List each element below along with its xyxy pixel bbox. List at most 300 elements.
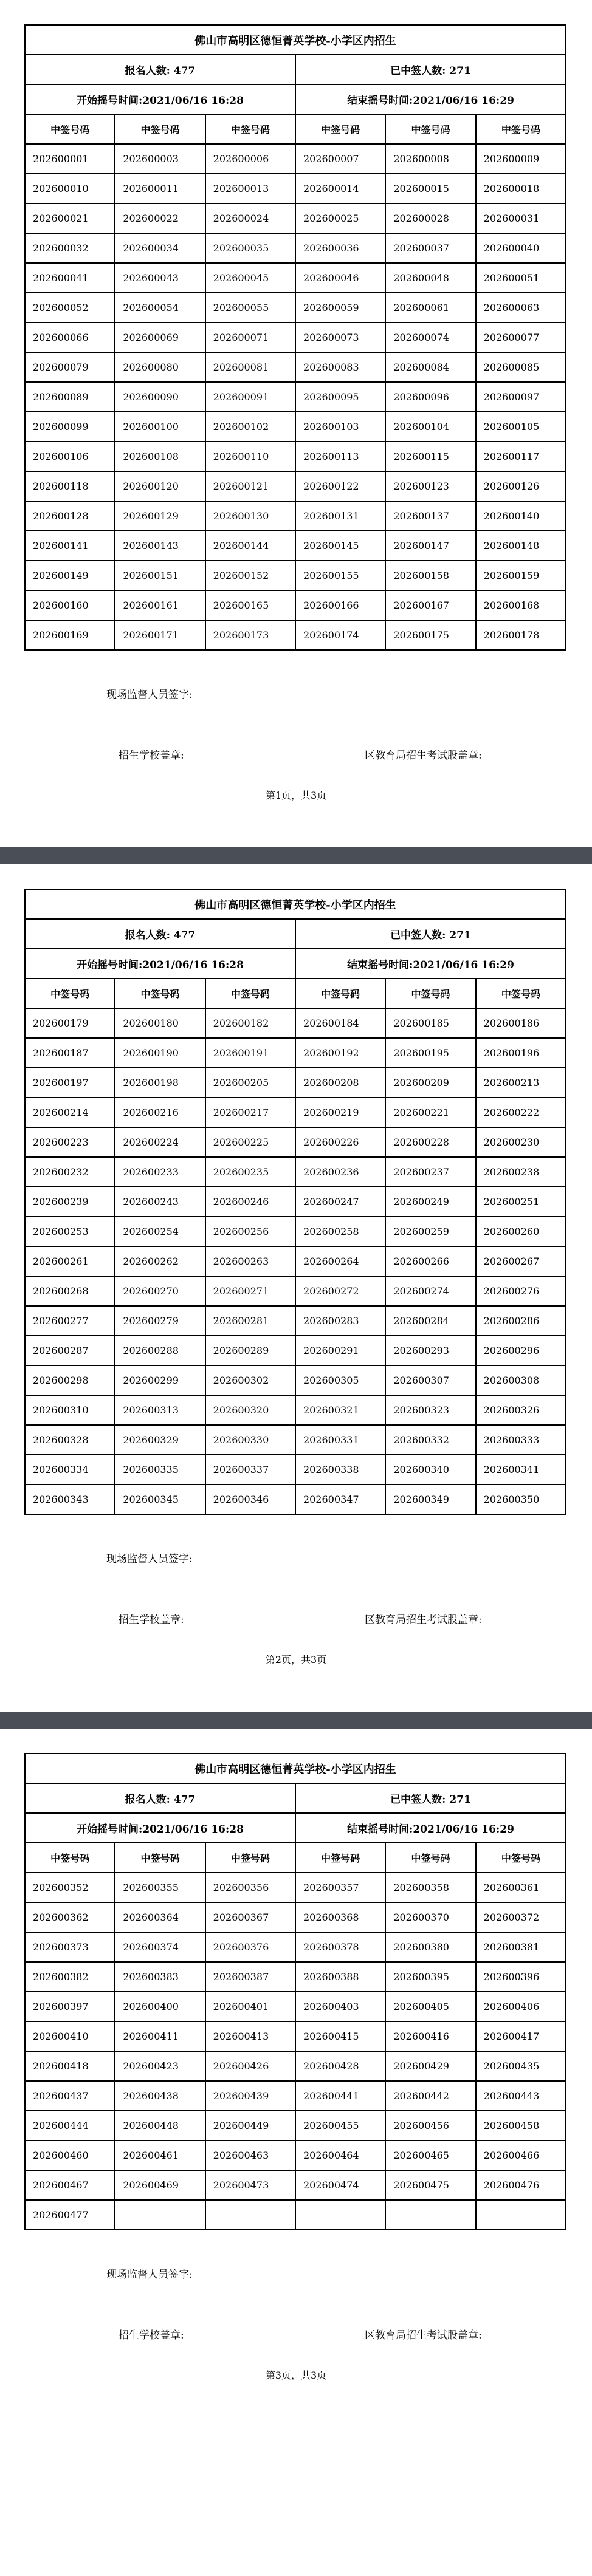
winning-number-cell: 202600455 [295,2111,385,2140]
winner-count: 已中签人数: 271 [295,55,566,84]
winning-number-cell: 202600071 [205,323,295,352]
winning-number-cell: 202600448 [115,2111,205,2140]
winning-number-cell: 202600372 [476,1902,566,1932]
winning-number-cell: 202600003 [115,144,205,174]
table-row [25,1962,566,1992]
winning-number-cell: 202600105 [476,412,566,442]
winning-number-cell: 202600305 [295,1365,385,1395]
winning-number-cell: 202600096 [385,382,475,412]
winning-number-cell: 202600195 [385,1038,475,1068]
winning-number-cell: 202600158 [385,561,475,590]
winning-number-cell: 202600307 [385,1365,475,1395]
page-number: 第1页，共3页 [265,790,327,801]
end-time: 结束摇号时间:2021/06/16 16:29 [295,949,566,979]
winning-number-cell: 202600352 [25,1873,115,1902]
column-header: 中签号码 [295,1843,385,1873]
school-seal-label: 招生学校盖章: [119,1614,184,1626]
winning-number-cell: 202600283 [295,1306,385,1336]
winning-number-cell: 202600367 [205,1902,295,1932]
winning-number-cell: 202600267 [476,1246,566,1276]
winning-number-cell: 202600230 [476,1127,566,1157]
winning-number-cell: 202600034 [115,233,205,263]
winning-number-cell: 202600152 [205,561,295,590]
end-time: 结束摇号时间:2021/06/16 16:29 [295,1813,566,1843]
winning-number-cell: 202600395 [385,1962,475,1992]
winning-number-cell: 202600066 [25,323,115,352]
winning-number-cell: 202600126 [476,471,566,501]
table-row [25,590,566,620]
winning-number-cell: 202600262 [115,1246,205,1276]
winning-number-cell: 202600328 [25,1425,115,1455]
winning-number-cell: 202600166 [295,590,385,620]
column-header: 中签号码 [25,114,115,144]
winning-number-cell: 202600167 [385,590,475,620]
column-header: 中签号码 [205,979,295,1008]
lottery-table [24,24,566,651]
winning-number-cell: 202600120 [115,471,205,501]
winning-number-cell: 202600022 [115,203,205,233]
winning-number-cell: 202600110 [205,442,295,471]
winning-number-cell: 202600293 [385,1336,475,1365]
lottery-page-1 [0,0,592,847]
winning-number-cell: 202600151 [115,561,205,590]
table-row [25,2170,566,2200]
winning-number-cell: 202600171 [115,620,205,650]
table-row [25,1306,566,1336]
winning-number-cell: 202600006 [205,144,295,174]
column-header: 中签号码 [385,114,475,144]
winning-number-cell: 202600085 [476,352,566,382]
winning-number-cell: 202600401 [205,1992,295,2021]
table-row [25,1276,566,1306]
column-header: 中签号码 [25,1843,115,1873]
winning-number-cell: 202600021 [25,203,115,233]
column-header: 中签号码 [205,114,295,144]
winning-number-cell: 202600155 [295,561,385,590]
winning-number-cell: 202600349 [385,1484,475,1514]
table-row [25,1365,566,1395]
winning-number-cell: 202600474 [295,2170,385,2200]
winning-number-cell: 202600288 [115,1336,205,1365]
winning-number-cell: 202600364 [115,1902,205,1932]
column-header: 中签号码 [205,1843,295,1873]
winning-number-cell: 202600128 [25,501,115,531]
table-row [25,1068,566,1098]
winning-number-cell: 202600246 [205,1187,295,1217]
winning-number-cell: 202600350 [476,1484,566,1514]
winning-number-cell: 202600175 [385,620,475,650]
winning-number-cell: 202600286 [476,1306,566,1336]
winning-number-cell: 202600040 [476,233,566,263]
page-number: 第2页，共3页 [265,1654,327,1666]
winning-number-cell: 202600118 [25,471,115,501]
winning-number-cell: 202600191 [205,1038,295,1068]
winning-number-cell: 202600238 [476,1157,566,1187]
lottery-table [24,889,566,1515]
winning-number-cell: 202600117 [476,442,566,471]
winning-number-cell: 202600396 [476,1962,566,1992]
winning-number-cell: 202600140 [476,501,566,531]
winning-number-cell: 202600099 [25,412,115,442]
table-row [25,1038,566,1068]
winning-number-cell: 202600141 [25,531,115,561]
table-row [25,1484,566,1514]
winner-count: 已中签人数: 271 [295,1783,566,1813]
winning-number-cell: 202600374 [115,1932,205,1962]
winning-number-cell: 202600346 [205,1484,295,1514]
winning-number-cell: 202600256 [205,1217,295,1246]
winning-number-cell: 202600104 [385,412,475,442]
winning-number-cell: 202600198 [115,1068,205,1098]
winning-number-cell [385,2200,475,2230]
winning-number-cell: 202600310 [25,1395,115,1425]
winning-number-cell: 202600137 [385,501,475,531]
table-row [25,203,566,233]
column-header: 中签号码 [476,1843,566,1873]
winning-number-cell: 202600069 [115,323,205,352]
winning-number-cell: 202600123 [385,471,475,501]
winning-number-cell: 202600381 [476,1932,566,1962]
winning-number-cell: 202600217 [205,1098,295,1127]
winning-number-cell: 202600266 [385,1246,475,1276]
end-time: 结束摇号时间:2021/06/16 16:29 [295,84,566,114]
table-row [25,1157,566,1187]
winning-number-cell: 202600061 [385,293,475,323]
winning-number-cell: 202600187 [25,1038,115,1068]
winning-number-cell: 202600320 [205,1395,295,1425]
winning-number-cell: 202600337 [205,1455,295,1484]
winning-number-cell: 202600358 [385,1873,475,1902]
winning-number-cell: 202600276 [476,1276,566,1306]
winning-number-cell: 202600131 [295,501,385,531]
column-header: 中签号码 [295,979,385,1008]
winning-number-cell: 202600277 [25,1306,115,1336]
winning-number-cell: 202600477 [25,2200,115,2230]
winning-number-cell: 202600357 [295,1873,385,1902]
winning-number-cell: 202600341 [476,1455,566,1484]
winning-number-cell: 202600466 [476,2140,566,2170]
winning-number-cell: 202600184 [295,1008,385,1038]
table-row [25,2111,566,2140]
winner-count: 已中签人数: 271 [295,919,566,949]
winning-number-cell: 202600361 [476,1873,566,1902]
winning-number-cell: 202600052 [25,293,115,323]
winning-number-cell: 202600102 [205,412,295,442]
winning-number-cell: 202600228 [385,1127,475,1157]
winning-number-cell: 202600226 [295,1127,385,1157]
winning-number-cell: 202600418 [25,2051,115,2081]
lottery-table [24,1753,566,2230]
winning-number-cell: 202600326 [476,1395,566,1425]
winning-number-cell: 202600180 [115,1008,205,1038]
winning-number-cell: 202600179 [25,1008,115,1038]
winning-number-cell: 202600079 [25,352,115,382]
table-row [25,2021,566,2051]
winning-number-cell: 202600097 [476,382,566,412]
start-time: 开始摇号时间:2021/06/16 16:28 [25,1813,295,1843]
winning-number-cell: 202600356 [205,1873,295,1902]
winning-number-cell: 202600165 [205,590,295,620]
winning-number-cell: 202600261 [25,1246,115,1276]
winning-number-cell: 202600173 [205,620,295,650]
winning-number-cell: 202600460 [25,2140,115,2170]
lottery-page-2 [0,864,592,1712]
winning-number-cell: 202600435 [476,2051,566,2081]
table-row [25,1992,566,2021]
column-header: 中签号码 [295,114,385,144]
winning-number-cell: 202600007 [295,144,385,174]
column-header: 中签号码 [476,979,566,1008]
winning-number-cell: 202600024 [205,203,295,233]
table-row [25,1246,566,1276]
page-number: 第3页，共3页 [265,2369,327,2381]
winning-number-cell: 202600368 [295,1902,385,1932]
winning-number-cell: 202600428 [295,2051,385,2081]
winning-number-cell: 202600443 [476,2081,566,2111]
winning-number-cell: 202600465 [385,2140,475,2170]
table-row [25,263,566,293]
winning-number-cell: 202600461 [115,2140,205,2170]
winning-number-cell: 202600032 [25,233,115,263]
winning-number-cell: 202600370 [385,1902,475,1932]
winning-number-cell: 202600423 [115,2051,205,2081]
winning-number-cell: 202600270 [115,1276,205,1306]
winning-number-cell: 202600174 [295,620,385,650]
table-row [25,501,566,531]
winning-number-cell: 202600048 [385,263,475,293]
winning-number-cell: 202600178 [476,620,566,650]
winning-number-cell: 202600081 [205,352,295,382]
winning-number-cell: 202600338 [295,1455,385,1484]
winning-number-cell: 202600287 [25,1336,115,1365]
winning-number-cell: 202600232 [25,1157,115,1187]
winning-number-cell: 202600015 [385,174,475,203]
table-row [25,382,566,412]
winning-number-cell: 202600397 [25,1992,115,2021]
table-row [25,531,566,561]
winning-number-cell: 202600083 [295,352,385,382]
winning-number-cell: 202600147 [385,531,475,561]
winning-number-cell: 202600222 [476,1098,566,1127]
winning-number-cell: 202600235 [205,1157,295,1187]
winning-number-cell: 202600045 [205,263,295,293]
winning-number-cell: 202600144 [205,531,295,561]
winning-number-cell: 202600333 [476,1425,566,1455]
winning-number-cell: 202600091 [205,382,295,412]
school-seal-label: 招生学校盖章: [119,2329,184,2342]
winning-number-cell: 202600330 [205,1425,295,1455]
winning-number-cell: 202600080 [115,352,205,382]
winning-number-cell: 202600441 [295,2081,385,2111]
winning-number-cell: 202600037 [385,233,475,263]
winning-number-cell: 202600463 [205,2140,295,2170]
winning-number-cell: 202600011 [115,174,205,203]
winning-number-cell: 202600129 [115,501,205,531]
table-row [25,620,566,650]
table-title: 佛山市高明区德恒菁英学校-小学区内招生 [25,889,566,919]
table-row [25,1455,566,1484]
winning-number-cell: 202600388 [295,1962,385,1992]
winning-number-cell: 202600464 [295,2140,385,2170]
winning-number-cell [476,2200,566,2230]
winning-number-cell: 202600417 [476,2021,566,2051]
winning-number-cell: 202600429 [385,2051,475,2081]
winning-number-cell: 202600247 [295,1187,385,1217]
winning-number-cell: 202600284 [385,1306,475,1336]
winning-number-cell: 202600237 [385,1157,475,1187]
winning-number-cell: 202600345 [115,1484,205,1514]
column-header: 中签号码 [115,1843,205,1873]
winning-number-cell: 202600437 [25,2081,115,2111]
winning-number-cell: 202600383 [115,1962,205,1992]
winning-number-cell: 202600046 [295,263,385,293]
winning-number-cell: 202600274 [385,1276,475,1306]
table-row [25,2200,566,2230]
winning-number-cell: 202600334 [25,1455,115,1484]
winning-number-cell: 202600406 [476,1992,566,2021]
winning-number-cell: 202600073 [295,323,385,352]
applicant-count: 报名人数: 477 [25,919,295,949]
winning-number-cell: 202600209 [385,1068,475,1098]
table-row [25,1217,566,1246]
winning-number-cell: 202600281 [205,1306,295,1336]
winning-number-cell: 202600014 [295,174,385,203]
winning-number-cell: 202600313 [115,1395,205,1425]
winning-number-cell: 202600009 [476,144,566,174]
winning-number-cell [295,2200,385,2230]
table-row [25,323,566,352]
winning-number-cell: 202600236 [295,1157,385,1187]
winning-number-cell: 202600041 [25,263,115,293]
supervisor-signature-label: 现场监督人员签字: [106,1553,193,1565]
winning-number-cell: 202600122 [295,471,385,501]
table-row [25,471,566,501]
table-row [25,1425,566,1455]
winning-number-cell: 202600308 [476,1365,566,1395]
winning-number-cell: 202600249 [385,1187,475,1217]
bureau-seal-label: 区教育局招生考试股盖章: [365,1614,482,1626]
page-separator [0,847,592,864]
winning-number-cell: 202600121 [205,471,295,501]
winning-number-cell: 202600475 [385,2170,475,2200]
winning-number-cell [115,2200,205,2230]
winning-number-cell: 202600219 [295,1098,385,1127]
winning-number-cell: 202600159 [476,561,566,590]
winning-number-cell: 202600272 [295,1276,385,1306]
winning-number-cell: 202600001 [25,144,115,174]
winning-number-cell: 202600476 [476,2170,566,2200]
winning-number-cell: 202600302 [205,1365,295,1395]
winning-number-cell: 202600025 [295,203,385,233]
winning-number-cell: 202600216 [115,1098,205,1127]
winning-number-cell: 202600264 [295,1246,385,1276]
bureau-seal-label: 区教育局招生考试股盖章: [365,750,482,762]
winning-number-cell: 202600063 [476,293,566,323]
table-row [25,1008,566,1038]
winning-number-cell: 202600438 [115,2081,205,2111]
winning-number-cell: 202600268 [25,1276,115,1306]
applicant-count: 报名人数: 477 [25,55,295,84]
winning-number-cell: 202600051 [476,263,566,293]
winning-number-cell: 202600426 [205,2051,295,2081]
table-row [25,174,566,203]
winning-number-cell: 202600263 [205,1246,295,1276]
winning-number-cell: 202600074 [385,323,475,352]
winning-number-cell: 202600416 [385,2021,475,2051]
winning-number-cell: 202600291 [295,1336,385,1365]
winning-number-cell: 202600043 [115,263,205,293]
winning-number-cell: 202600221 [385,1098,475,1127]
table-title: 佛山市高明区德恒菁英学校-小学区内招生 [25,25,566,55]
winning-number-cell: 202600243 [115,1187,205,1217]
winning-number-cell: 202600347 [295,1484,385,1514]
column-header: 中签号码 [115,979,205,1008]
column-header: 中签号码 [476,114,566,144]
winning-number-cell: 202600279 [115,1306,205,1336]
winning-number-cell: 202600289 [205,1336,295,1365]
winning-number-cell: 202600145 [295,531,385,561]
start-time: 开始摇号时间:2021/06/16 16:28 [25,84,295,114]
table-row [25,2051,566,2081]
winning-number-cell: 202600376 [205,1932,295,1962]
winning-number-cell: 202600467 [25,2170,115,2200]
winning-number-cell: 202600089 [25,382,115,412]
winning-number-cell: 202600382 [25,1962,115,1992]
winning-number-cell: 202600077 [476,323,566,352]
winning-number-cell: 202600410 [25,2021,115,2051]
winning-number-cell: 202600355 [115,1873,205,1902]
table-row [25,1187,566,1217]
winning-number-cell: 202600456 [385,2111,475,2140]
table-row [25,442,566,471]
winning-number-cell: 202600090 [115,382,205,412]
winning-number-cell: 202600469 [115,2170,205,2200]
table-row [25,1873,566,1902]
winning-number-cell: 202600018 [476,174,566,203]
table-row [25,2081,566,2111]
winning-number-cell: 202600010 [25,174,115,203]
winning-number-cell: 202600185 [385,1008,475,1038]
winning-number-cell: 202600271 [205,1276,295,1306]
supervisor-signature-label: 现场监督人员签字: [106,689,193,701]
winning-number-cell: 202600254 [115,1217,205,1246]
start-time: 开始摇号时间:2021/06/16 16:28 [25,949,295,979]
winning-number-cell: 202600059 [295,293,385,323]
winning-number-cell: 202600095 [295,382,385,412]
winning-number-cell: 202600035 [205,233,295,263]
winning-number-cell: 202600103 [295,412,385,442]
winning-number-cell: 202600340 [385,1455,475,1484]
winning-number-cell: 202600321 [295,1395,385,1425]
page-separator [0,1712,592,1729]
table-row [25,293,566,323]
winning-number-cell: 202600169 [25,620,115,650]
winning-number-cell: 202600473 [205,2170,295,2200]
table-row [25,2140,566,2170]
winning-number-cell: 202600013 [205,174,295,203]
table-row [25,1098,566,1127]
winning-number-cell: 202600224 [115,1127,205,1157]
winning-number-cell: 202600259 [385,1217,475,1246]
winning-number-cell: 202600239 [25,1187,115,1217]
winning-number-cell: 202600208 [295,1068,385,1098]
school-seal-label: 招生学校盖章: [119,750,184,762]
winning-number-cell: 202600415 [295,2021,385,2051]
winning-number-cell: 202600413 [205,2021,295,2051]
table-row [25,352,566,382]
winning-number-cell: 202600343 [25,1484,115,1514]
column-header: 中签号码 [25,979,115,1008]
